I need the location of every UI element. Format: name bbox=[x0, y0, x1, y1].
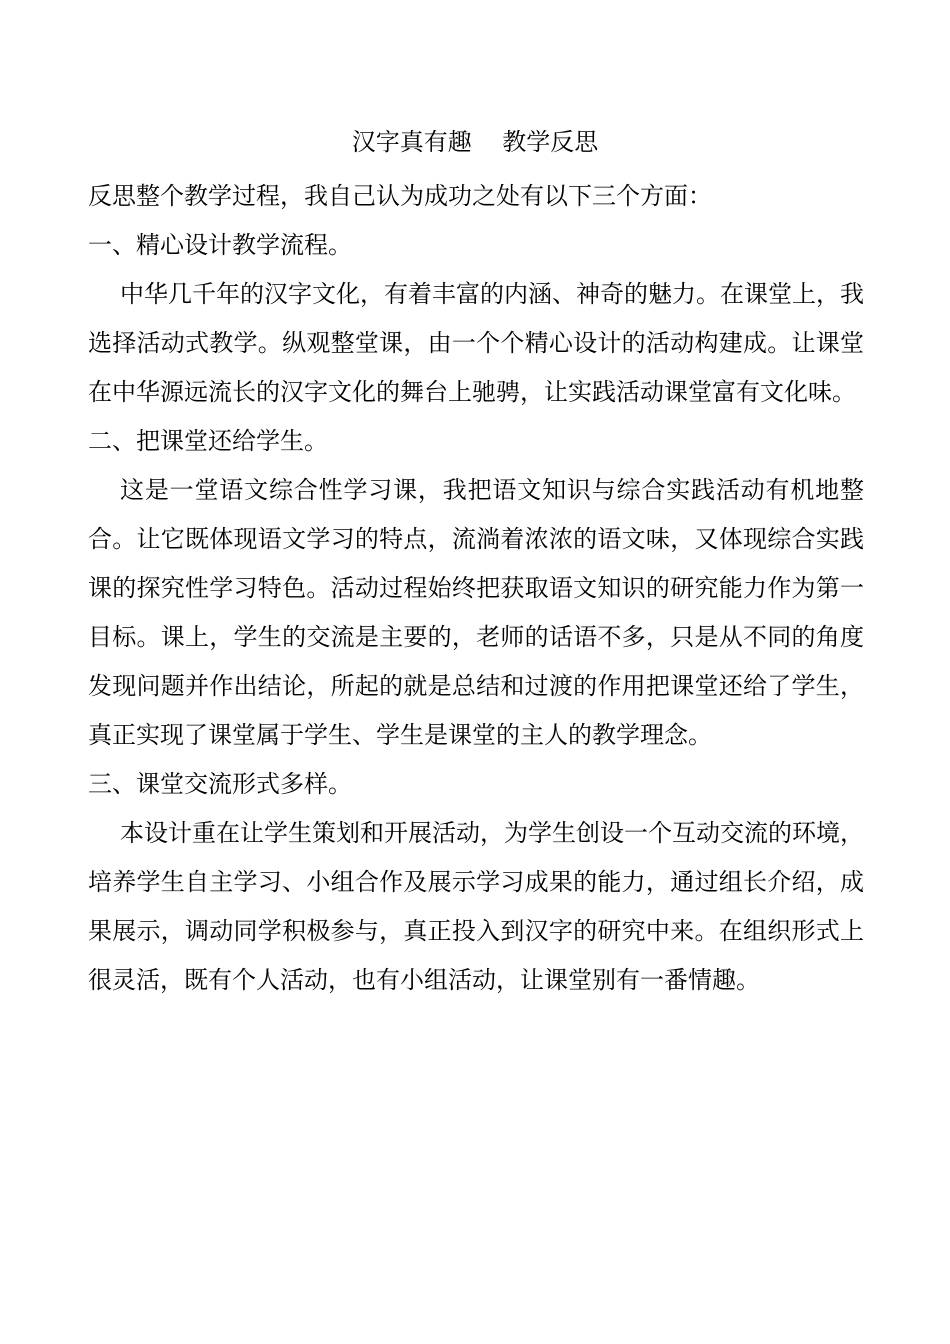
section-3-heading: 三、课堂交流形式多样。 bbox=[88, 770, 352, 798]
document-body bbox=[88, 172, 864, 1005]
section-1-heading: 一、精心设计教学流程。 bbox=[88, 231, 352, 259]
section-2-paragraph: 这是一堂语文综合性学习课，我把语文知识与综合实践活动有机地整合。让它既体现语文学习的特点，流淌着浓浓的语文味，又体现综合实践课的探究性学习特色。活动过程始终把获取语文知识的研究能力作为第一目标。课上，学生的交流是主要的，老师的话语不多，只是从不同的角度发现问题并作出结论，所起的就是总结和过渡的作用把课堂还给了学生，真正实现了课堂属于学生、学生是课堂的主人的教学理念。 bbox=[88, 476, 864, 749]
section-1-paragraph: 中华几千年的汉字文化，有着丰富的内涵、神奇的魅力。在课堂上，我选择活动式教学。纵观整堂课，由一个个精心设计的活动构建成。让课堂在中华源远流长的汉字文化的舞台上驰骋，让实践活动课堂富有文化味。 bbox=[88, 280, 864, 406]
section-2-heading: 二、把课堂还给学生。 bbox=[88, 427, 328, 455]
document-title: 汉字真有趣 教学反思 bbox=[351, 128, 599, 156]
intro-paragraph: 反思整个教学过程，我自己认为成功之处有以下三个方面： bbox=[88, 182, 712, 210]
section-3-paragraph: 本设计重在让学生策划和开展活动，为学生创设一个互动交流的环境，培养学生自主学习、小组合作及展示学习成果的能力，通过组长介绍，成果展示，调动同学积极参与，真正投入到汉字的研究中来。在组织形式上很灵活，既有个人活动，也有小组活动，让课堂别有一番情趣。 bbox=[88, 819, 864, 994]
